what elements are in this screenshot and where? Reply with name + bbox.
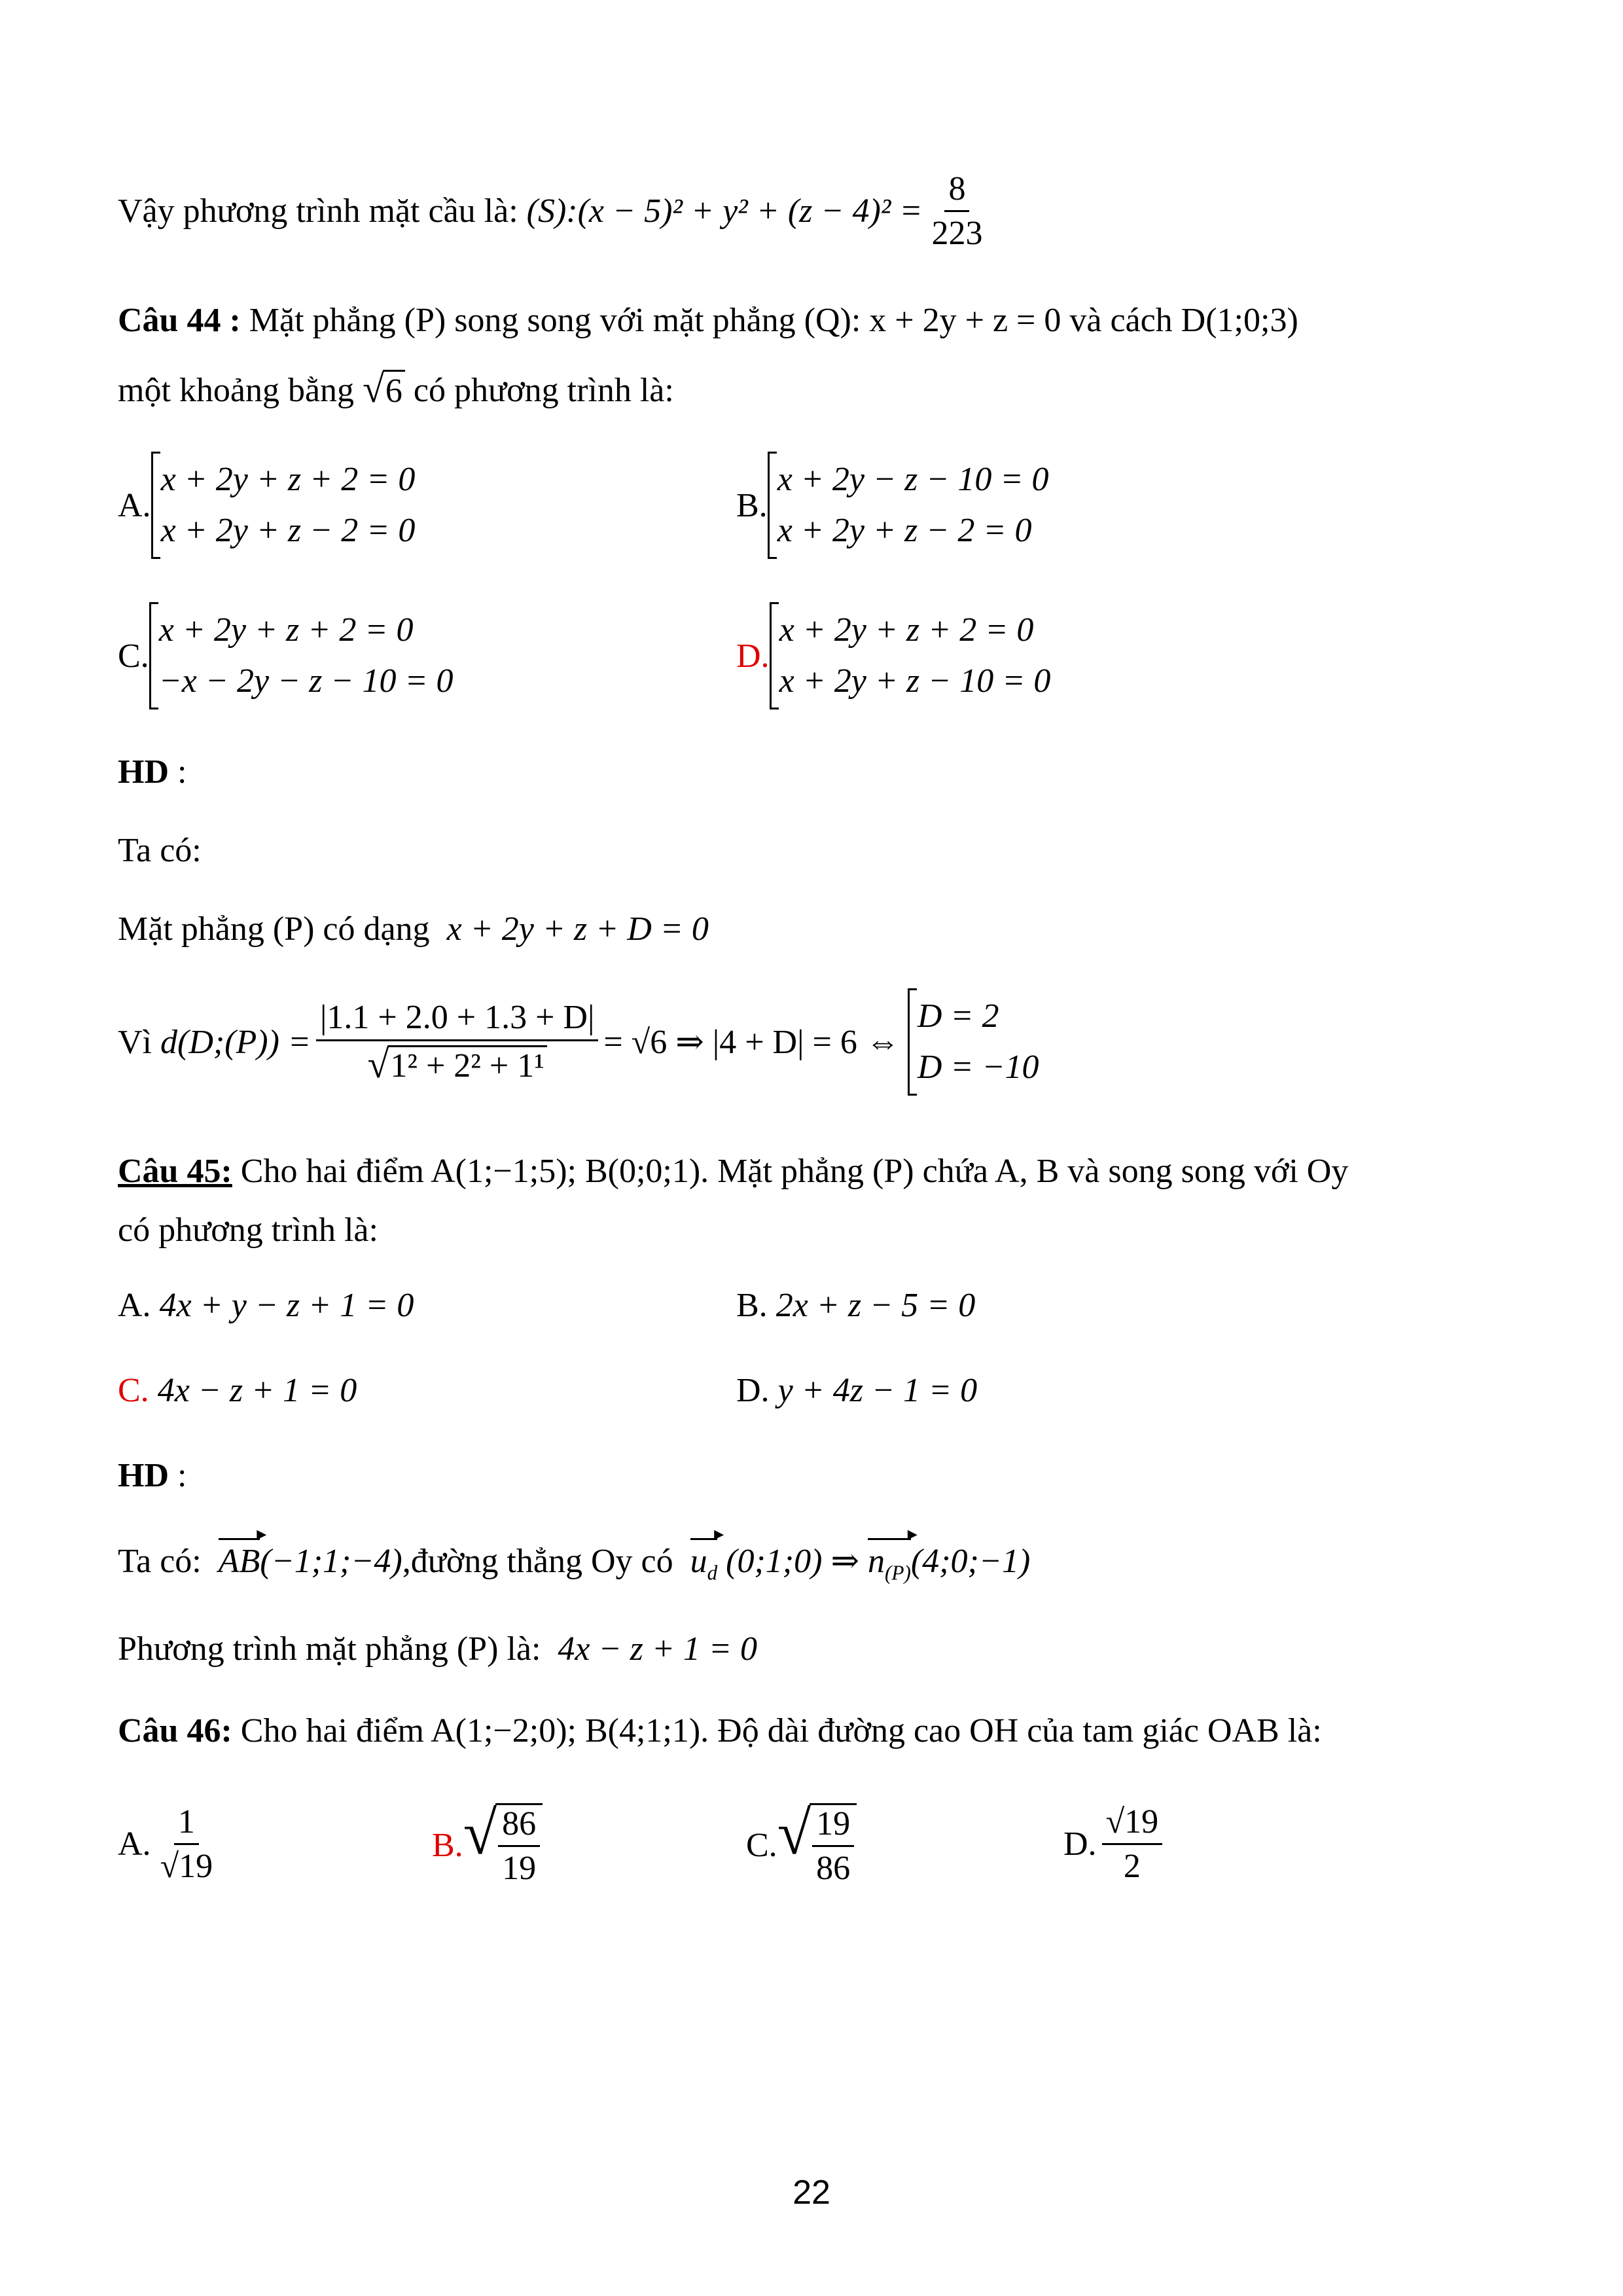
q45-option-c-eq: 4x − z + 1 = 0	[157, 1372, 357, 1409]
intro-fraction	[927, 170, 986, 252]
q46-option-c-letter: C.	[746, 1826, 777, 1864]
q46-line	[118, 1712, 1322, 1750]
q44-text1: Mặt phẳng (P) song song với mặt phẳng (Q): x + 2y + z = 0 và cách D(1;0;3)	[249, 302, 1298, 339]
q45-plane-eq: 4x − z + 1 = 0	[558, 1630, 757, 1668]
q45-vector-line	[118, 1541, 1030, 1585]
q46-option-b-num: 86	[498, 1805, 540, 1847]
q45-plane-text: Phương trình mặt phẳng (P) là:	[118, 1630, 541, 1668]
q45-n-letter: n	[868, 1543, 885, 1580]
q45-label: Câu 45:	[118, 1153, 232, 1190]
q44-distance-den-sqrt: √ 1² + 2² + 1¹	[368, 1045, 547, 1085]
q46-option-d-den: 2	[1123, 1848, 1141, 1886]
q44-option-d-system	[770, 602, 1051, 709]
q44-text2a: một khoảng bằng	[118, 371, 355, 409]
q44-option-a-line1: x + 2y + z + 2 = 0	[160, 461, 416, 498]
q44-distance-line	[118, 988, 1039, 1096]
q45-ab-vector: ▸ AB	[219, 1542, 260, 1581]
q44-option-a-letter: A.	[118, 486, 151, 524]
q45-u-sub: d	[707, 1561, 718, 1585]
q45-u-vector	[690, 1542, 718, 1585]
q44-vi: Vì	[118, 1023, 152, 1061]
q45-option-d-letter: D.	[736, 1372, 770, 1409]
q45-option-b	[736, 1286, 975, 1325]
q44-form-equation: x + 2y + z + D = 0	[446, 910, 709, 948]
q44-option-d	[736, 602, 1050, 709]
q45-line1	[118, 1152, 1348, 1191]
q44-distance-num: |1.1 + 2.0 + 1.3 + D|	[316, 999, 598, 1041]
intro-text: Vậy phương trình mặt cầu là:	[118, 192, 518, 230]
q46-option-d-num: √19	[1102, 1803, 1163, 1845]
q46-option-b	[432, 1800, 543, 1888]
q46-option-a	[118, 1803, 222, 1885]
q45-option-d-eq: y + 4z − 1 = 0	[777, 1372, 978, 1409]
q45-option-a-eq: 4x + y − z + 1 = 0	[159, 1287, 414, 1324]
q44-sqrt: √ 6	[363, 370, 405, 410]
q44-distance-den: 1² + 2² + 1¹	[387, 1045, 546, 1085]
q45-option-b-letter: B.	[736, 1287, 768, 1324]
q46-option-d-fraction	[1102, 1803, 1163, 1885]
q45-option-b-eq: 2x + z − 5 = 0	[776, 1287, 976, 1324]
q45-plane-line	[118, 1630, 757, 1668]
q46-option-a-den: √19	[160, 1848, 213, 1886]
q46-option-b-letter: B.	[432, 1826, 463, 1864]
q44-hd-colon: :	[177, 753, 187, 791]
q46-option-a-letter: A.	[118, 1825, 151, 1863]
q44-solution-2: D = −10	[917, 1049, 1039, 1086]
q46-option-c	[746, 1800, 857, 1888]
q46-option-d-letter: D.	[1063, 1825, 1097, 1863]
q46-option-c-sqrt: √ $\frac{19}{86}$	[777, 1803, 857, 1887]
q45-n-vector	[868, 1542, 911, 1585]
q44-option-c-line1: x + 2y + z + 2 = 0	[158, 611, 414, 649]
q45-text2: có phương trình là:	[118, 1211, 378, 1249]
q44-distance-fraction	[316, 999, 598, 1085]
q45-option-d	[736, 1371, 977, 1410]
q44-line2	[118, 367, 674, 410]
q44-distance-lhs: d(D;(P)) =	[160, 1023, 311, 1061]
q46-label: Câu 46:	[118, 1712, 232, 1749]
page-number: 22	[793, 2174, 830, 2212]
q45-ab-value: (−1;1;−4)	[260, 1543, 402, 1580]
q45-option-a	[118, 1286, 414, 1325]
q44-option-b-letter: B.	[736, 486, 768, 524]
q44-option-a-line2: x + 2y + z − 2 = 0	[160, 512, 416, 549]
q45-hd-label: HD	[118, 1457, 169, 1494]
q45-mid-text: ,đường thẳng Oy có	[402, 1543, 673, 1580]
q45-hd	[118, 1456, 187, 1495]
intro-fraction-num: 8	[944, 170, 969, 212]
q46-option-a-num: 1	[174, 1803, 199, 1845]
q46-option-b-sqrt: √ $\frac{86}{19}$	[463, 1803, 543, 1887]
q44-option-d-letter: D.	[736, 637, 770, 675]
q44-option-a-system	[151, 452, 416, 559]
q44-option-b-line1: x + 2y − z − 10 = 0	[777, 461, 1049, 498]
q44-taco: Ta có:	[118, 832, 202, 869]
q46-option-c-num: 19	[812, 1805, 854, 1847]
q44-line1	[118, 301, 1298, 340]
q44-option-b-line2: x + 2y + z − 2 = 0	[777, 512, 1032, 549]
q46-option-b-fraction	[498, 1805, 540, 1887]
q44-option-c-line2: −x − 2y − z − 10 = 0	[158, 662, 454, 700]
intro-fraction-den: 223	[931, 215, 983, 253]
q44-option-c-system	[149, 602, 454, 709]
q46-option-d	[1063, 1803, 1168, 1885]
q44-form-text: Mặt phẳng (P) có dạng	[118, 910, 430, 948]
q44-option-b-system	[768, 452, 1049, 559]
q44-option-a	[118, 452, 415, 559]
q45-hd-colon: :	[177, 1457, 187, 1494]
q44-distance-den-wrap	[364, 1041, 551, 1085]
q45-option-a-letter: A.	[118, 1287, 151, 1324]
q44-option-c-letter: C.	[118, 637, 149, 675]
q46-option-b-den: 19	[502, 1850, 537, 1888]
q45-n-value: (4;0;−1)	[910, 1543, 1031, 1580]
q44-option-d-line1: x + 2y + z + 2 = 0	[779, 611, 1034, 649]
q45-u-letter: u	[690, 1543, 707, 1580]
q44-option-d-line2: x + 2y + z − 10 = 0	[779, 662, 1051, 700]
q46-text: Cho hai điểm A(1;−2;0); B(4;1;1). Độ dài đường cao OH của tam giác OAB là:	[240, 1712, 1322, 1749]
q44-hd	[118, 753, 187, 791]
q44-form-line	[118, 910, 709, 948]
q44-text2b: có phương trình là:	[413, 371, 674, 409]
q45-option-c-letter: C.	[118, 1372, 149, 1409]
q44-option-b	[736, 452, 1048, 559]
q46-option-a-fraction	[156, 1803, 217, 1885]
q45-u-value: (0;1;0) ⇒	[726, 1543, 860, 1580]
q45-taco: Ta có:	[118, 1543, 202, 1580]
q46-option-c-den: 86	[816, 1850, 851, 1888]
q45-option-c	[118, 1371, 357, 1410]
q44-sqrt-value: 6	[383, 370, 405, 410]
q44-hd-label: HD	[118, 753, 169, 791]
q44-label: Câu 44 :	[118, 302, 241, 339]
q44-option-c	[118, 602, 454, 709]
q45-text1: Cho hai điểm A(1;−1;5); B(0;0;1). Mặt phẳng (P) chứa A, B và song song với Oy	[240, 1153, 1349, 1190]
q44-solution-system	[908, 988, 1039, 1096]
q44-solution-1: D = 2	[917, 997, 999, 1035]
intro-line	[118, 170, 991, 252]
q45-n-sub: (P)	[885, 1561, 911, 1585]
q44-distance-mid: = √6 ⇒ |4 + D| = 6 ⇔	[603, 1024, 900, 1061]
q46-option-c-fraction	[812, 1805, 854, 1887]
intro-equation: (S):(x − 5)² + y² + (z − 4)² =	[526, 192, 923, 230]
